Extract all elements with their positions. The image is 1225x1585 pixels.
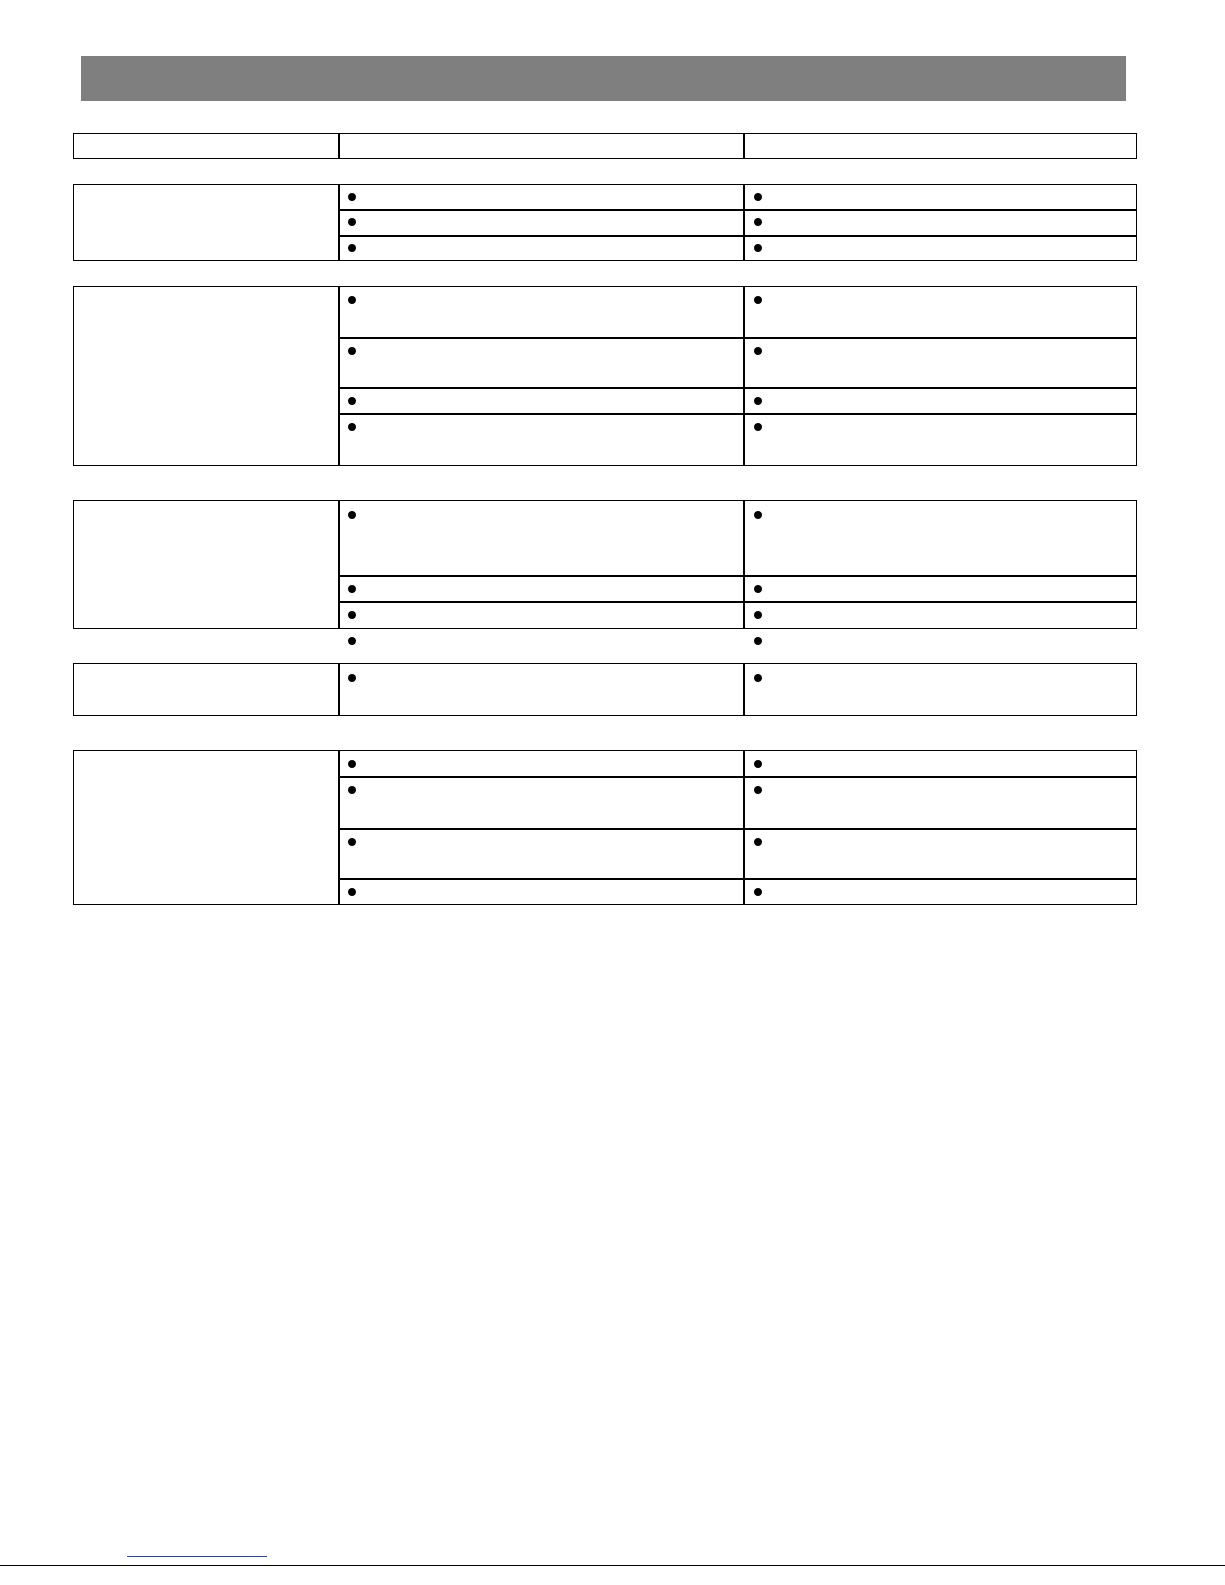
table-section <box>73 663 1137 716</box>
row-divider <box>338 413 1137 415</box>
column-divider <box>338 663 340 716</box>
bullet-icon <box>754 347 762 355</box>
row-divider <box>338 337 1137 339</box>
bullet-icon <box>348 218 356 226</box>
bullet-icon <box>348 244 356 252</box>
bullet-icon <box>754 786 762 794</box>
bullet-icon <box>348 397 356 405</box>
bullet-icon <box>754 218 762 226</box>
row-divider <box>338 878 1137 880</box>
bullet-icon <box>754 637 762 645</box>
table-section <box>73 184 1137 261</box>
bullet-icon <box>348 193 356 201</box>
row-divider <box>338 575 1137 577</box>
bullet-icon <box>754 244 762 252</box>
bullet-icon <box>754 585 762 593</box>
bullet-icon <box>754 397 762 405</box>
column-divider <box>743 184 745 261</box>
column-divider <box>743 500 745 629</box>
bullet-icon <box>348 838 356 846</box>
footer-link-underline[interactable] <box>127 1556 267 1557</box>
table-section <box>73 286 1137 466</box>
bullet-icon <box>754 838 762 846</box>
column-divider <box>743 663 745 716</box>
bullet-icon <box>754 511 762 519</box>
bullet-icon <box>348 674 356 682</box>
bullet-icon <box>754 760 762 768</box>
bullet-icon <box>348 296 356 304</box>
bullet-icon <box>348 786 356 794</box>
row-divider <box>338 828 1137 830</box>
bullet-icon <box>754 611 762 619</box>
bullet-icon <box>348 585 356 593</box>
column-divider <box>338 286 340 466</box>
bullet-icon <box>754 888 762 896</box>
row-divider <box>338 235 1137 237</box>
row-divider <box>338 601 1137 603</box>
row-divider <box>338 776 1137 778</box>
table-header-row <box>73 133 1137 159</box>
table-header-divider <box>338 133 340 159</box>
column-divider <box>338 500 340 629</box>
bullet-icon <box>754 674 762 682</box>
row-divider <box>338 209 1137 211</box>
table-header-divider <box>743 133 745 159</box>
column-divider <box>743 286 745 466</box>
row-divider <box>338 387 1137 389</box>
bullet-icon <box>754 423 762 431</box>
bullet-icon <box>348 423 356 431</box>
bullet-icon <box>754 296 762 304</box>
bullet-icon <box>348 511 356 519</box>
section-title-bar <box>81 56 1126 101</box>
bullet-icon <box>348 611 356 619</box>
bullet-icon <box>348 347 356 355</box>
bullet-icon <box>348 760 356 768</box>
table-section <box>73 500 1137 629</box>
column-divider <box>338 184 340 261</box>
footer-divider <box>0 1565 1225 1566</box>
bullet-icon <box>348 888 356 896</box>
bullet-icon <box>348 637 356 645</box>
bullet-icon <box>754 193 762 201</box>
